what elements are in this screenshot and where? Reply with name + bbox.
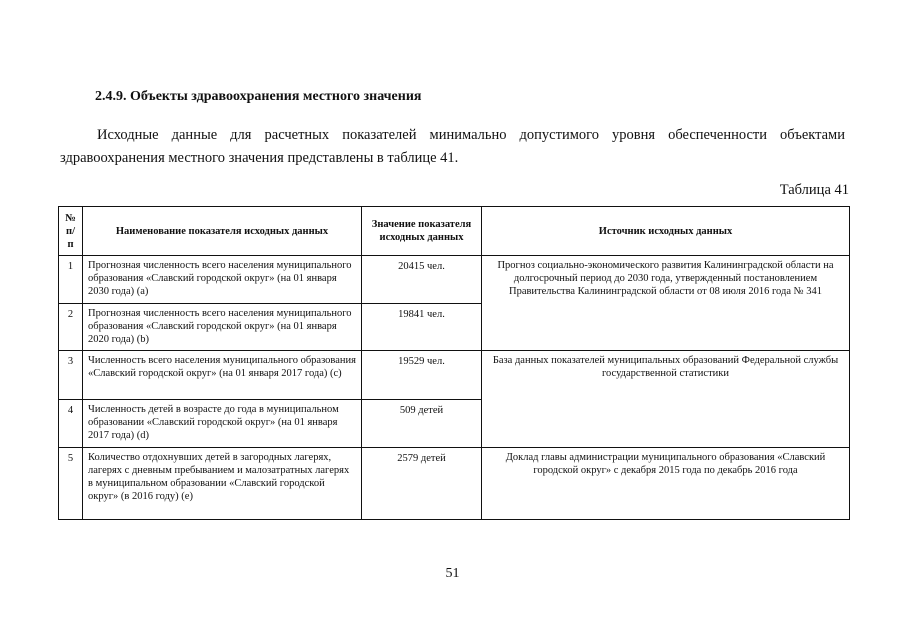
- header-num: № п/п: [59, 207, 83, 256]
- row-source: Доклад главы администрации муниципального образования «Славский городской округ» с декабря 2015 года по декабрь 2016 года: [482, 448, 850, 520]
- row-num: 4: [59, 400, 83, 448]
- row-source: Прогноз социально-экономического развития Калининградской области на долгосрочный период до 2030 года, утвержденный постановлением Правительства Калининградской области от 08 июля 2016 года № 341: [482, 256, 850, 351]
- table-row: [59, 256, 850, 304]
- row-value: 2579 детей: [362, 448, 482, 520]
- row-name: Прогнозная численность всего населения муниципального образования «Славский городской округ» (на 01 января 2020 года) (b): [83, 304, 362, 351]
- section-heading: 2.4.9. Объекты здравоохранения местного значения: [95, 89, 422, 104]
- table-caption: Таблица 41: [779, 182, 849, 198]
- row-num: 5: [59, 448, 83, 520]
- table-row: [59, 351, 850, 400]
- row-value: 509 детей: [362, 400, 482, 448]
- row-source: База данных показателей муниципальных образований Федеральной службы государственной статистики: [482, 351, 850, 448]
- header-source: Источник исходных данных: [482, 207, 850, 256]
- row-name: Прогнозная численность всего населения муниципального образования «Славский городской округ» (на 01 января 2030 года) (a): [83, 256, 362, 304]
- intro-paragraph: Исходные данные для расчетных показателей минимально допустимого уровня обеспеченности объектами здравоохранения местного значения представлены в таблице 41.: [60, 127, 845, 166]
- row-value: 19841 чел.: [362, 304, 482, 351]
- row-value: 20415 чел.: [362, 256, 482, 304]
- row-name: Количество отдохнувших детей в загородных лагерях, лагерях с дневным пребыванием и малозатратных лагерях в муниципальном образовании «Славский городской округ» (в 2016 году) (e): [83, 448, 362, 520]
- table-row: [59, 448, 850, 520]
- page-number: 51: [445, 566, 460, 581]
- header-name: Наименование показателя исходных данных: [83, 207, 362, 256]
- data-table: [58, 206, 850, 520]
- row-name: Численность детей в возрасте до года в муниципальном образовании «Славский городской округ» (на 01 января 2017 года) (d): [83, 400, 362, 448]
- row-num: 2: [59, 304, 83, 351]
- row-num: 3: [59, 351, 83, 400]
- table-header-row: [59, 207, 850, 256]
- row-num: 1: [59, 256, 83, 304]
- row-name: Численность всего населения муниципального образования «Славский городской округ» (на 01 января 2017 года) (c): [83, 351, 362, 400]
- row-value: 19529 чел.: [362, 351, 482, 400]
- header-value: Значение показателя исходных данных: [362, 207, 482, 256]
